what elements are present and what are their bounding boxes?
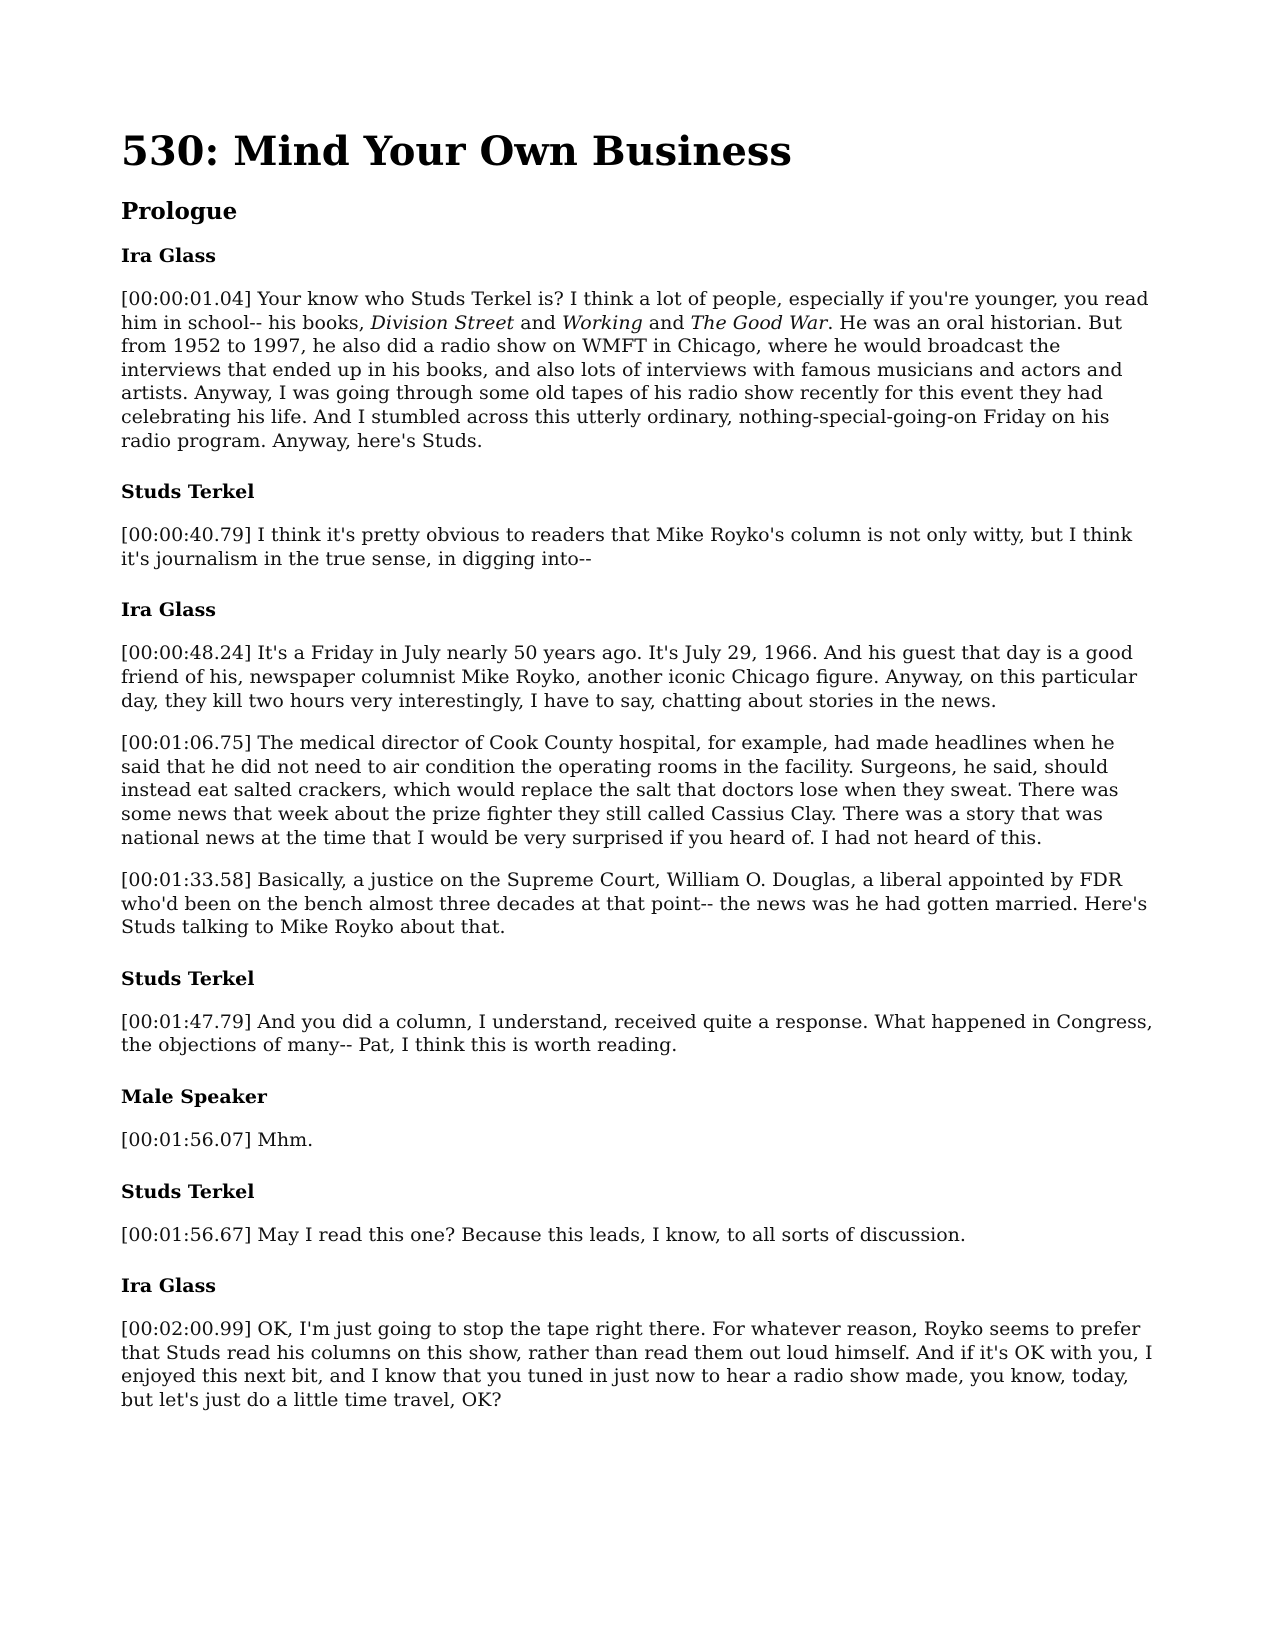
section-heading: Prologue — [121, 198, 238, 225]
transcript-paragraph: [00:01:56.67] May I read this one? Because this leads, I know, to all sorts of discussion. — [121, 1223, 966, 1246]
transcript-page — [121, 128, 1156, 1432]
transcript-paragraph: [00:01:56.07] Mhm. — [121, 1129, 314, 1152]
transcript-paragraph: [00:00:40.79] I think it's pretty obvious to readers that Mike Royko's column is not only witty, but I think it's journalism in the true sense, in digging into-- — [121, 524, 1133, 570]
speaker-name: Ira Glass — [121, 245, 216, 267]
transcript-paragraph: [00:02:00.99] OK, I'm just going to stop the tape right there. For whatever reason, Royko seems to prefer that Studs read his columns on this show, rather than read them out loud himself. And if it's OK with you, I enjoyed this next bit, and I know that you tuned in just now to hear a radio show made, you know, today, but let's just do a little time travel, OK? — [121, 1318, 1153, 1412]
book-title: Working — [562, 311, 643, 334]
book-title: Division Street — [370, 311, 515, 334]
transcript-paragraph: [00:00:48.24] It's a Friday in July nearly 50 years ago. It's July 29, 1966. And his guest that day is a good friend of his, newspaper columnist Mike Royko, another iconic Chicago figure. Anyway, on this particular day, they kill two hours very interestingly, I have to say, chatting about stories in the news. — [121, 642, 1138, 712]
transcript-paragraph: [00:01:47.79] And you did a column, I understand, received quite a response. What happened in Congress, the objections of many-- Pat, I think this is worth reading. — [121, 1010, 1153, 1057]
transcript-paragraph: [00:01:06.75] The medical director of Cook County hospital, for example, had made headlines when he said that he did not need to air condition the operating rooms in the facility. Surgeons, he said, should instead eat salted crackers, which would replace the salt that doctors lose when they sweat. There was some news that week about the prize fighter they still called Cassius Clay. There was a story that was national news at the time that I would be very surprised if you heard of. I had not heard of this. — [121, 732, 1119, 849]
transcript-paragraph: [00:00:01.04] Your know who Studs Terkel is? I think a lot of people, especially if you're younger, you read him in school-- his books, Division Street and Working and The Good War. He was an oral historian. But from 1952 to 1997, he also did a radio show on WMFT in Chicago, where he would broadcast the interviews that ended up in his books, and also lots of interviews with famous musicians and actors and artists. Anyway, I was going through some old tapes of his radio show recently for this event they had celebrating his life. And I stumbled across this utterly ordinary, nothing-special-going-on Friday on his radio program. Anyway, here's Studs. — [121, 288, 1149, 452]
speaker-name: Studs Terkel — [121, 481, 255, 504]
speaker-name: Ira Glass — [121, 599, 216, 622]
speaker-name: Ira Glass — [121, 1275, 216, 1298]
episode-title: 530: Mind Your Own Business — [121, 128, 792, 175]
speaker-name: Male Speaker — [121, 1086, 267, 1109]
speaker-name: Studs Terkel — [121, 967, 255, 990]
speaker-name: Studs Terkel — [121, 1180, 255, 1203]
book-title: The Good War — [690, 311, 828, 334]
transcript-paragraph: [00:01:33.58] Basically, a justice on the Supreme Court, William O. Douglas, a liberal appointed by FDR who'd been on the bench almost three decades at that point-- the news was he had gotten married. Here's Studs talking to Mike Royko about that. — [121, 869, 1148, 939]
